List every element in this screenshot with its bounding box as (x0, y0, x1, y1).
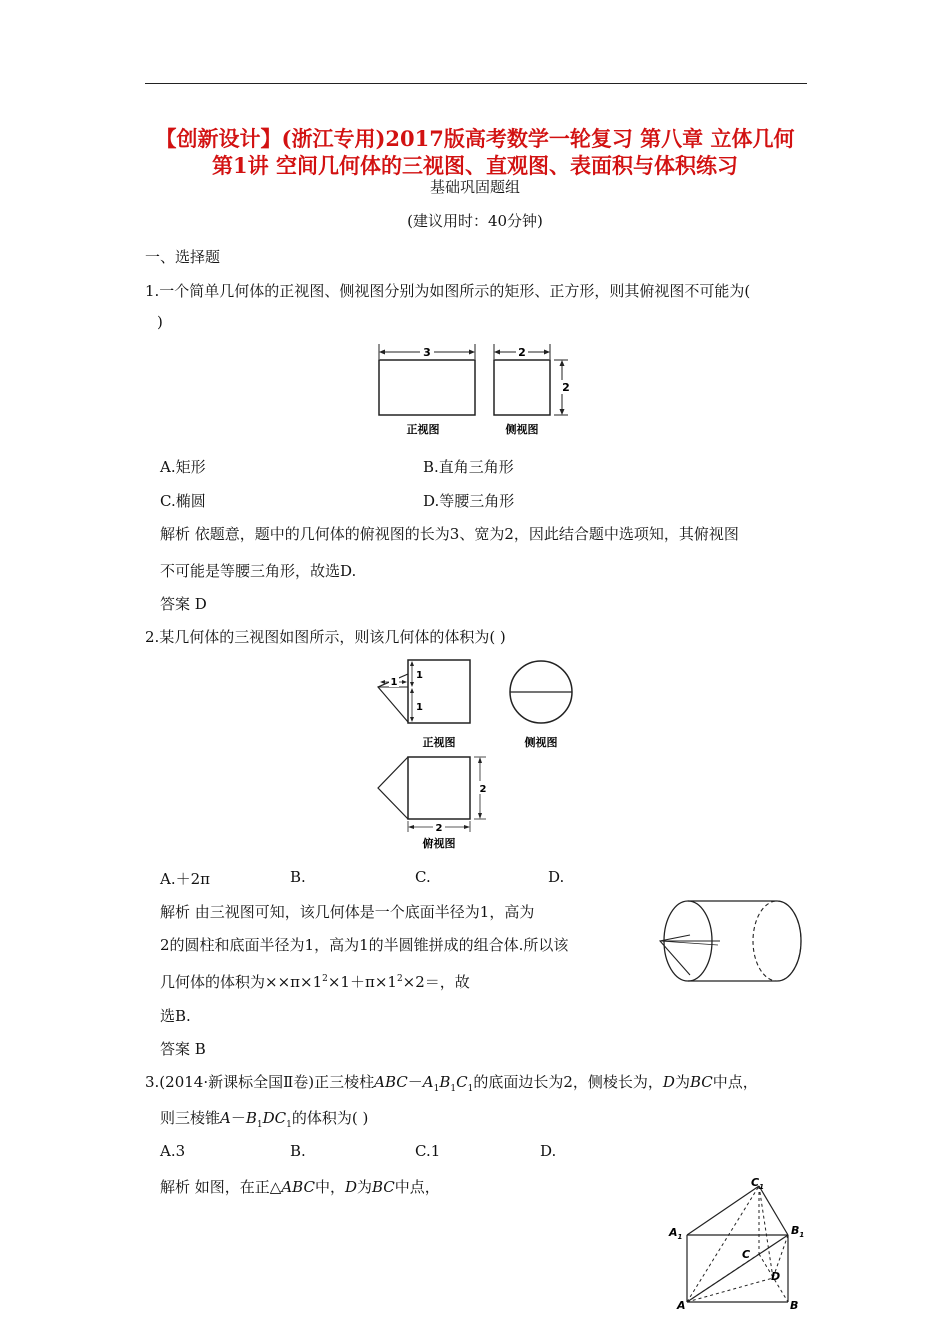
q2-front-caption: 正视图 (422, 736, 456, 749)
q3-label-b1: $B_1$ (791, 1224, 805, 1239)
q2-option-c: C. (415, 868, 431, 886)
q2-stem: 2.某几何体的三视图如图所示，则该几何体的体积为( ) (145, 628, 506, 646)
q3-label-c: C (742, 1248, 751, 1261)
q2-analysis-line3: 几何体的体积为$\times\times\pi\times 1^2\times 1+\pi\times 1^2\times 2=$，故 (160, 973, 470, 991)
q2-dim-1c: 1 (416, 702, 423, 713)
q2-top-dim-right: 2 (479, 784, 487, 795)
q1-front-dim-label: 3 (423, 346, 431, 359)
q2-option-b: B. (290, 868, 306, 886)
q1-stem-line1: 1.一个简单几何体的正视图、侧视图分别为如图所示的矩形、正方形，则其俯视图不可能为( (145, 282, 751, 300)
q3-label-d: D (771, 1270, 781, 1283)
q3-label-c1: $C_1$ (751, 1176, 764, 1191)
q3-option-a: A.3 (160, 1142, 186, 1160)
q3-option-c: C.1 (415, 1142, 441, 1160)
q1-analysis-line1: 解析 依题意，题中的几何体的俯视图的长为3、宽为2，因此结合题中选项知，其俯视图 (160, 525, 739, 543)
q1-three-view-figure (370, 340, 580, 440)
q1-answer: 答案 D (160, 595, 207, 613)
page-title-line2: 第1讲 空间几何体的三视图、直观图、表面积与体积练习 (212, 153, 738, 178)
q1-side-caption: 侧视图 (505, 423, 539, 436)
q2-dim-1a: 1 (390, 677, 398, 688)
q1-side-dim-right-label: 2 (562, 381, 570, 394)
q1-side-dim-top-label: 2 (518, 346, 526, 359)
q2-dim-1b: 1 (416, 670, 423, 681)
q2-side-caption: 侧视图 (524, 736, 558, 749)
q3-label-a1: $A_1$ (669, 1226, 683, 1241)
q3-option-d: D. (540, 1142, 557, 1160)
q1-option-c: C.椭圆 (160, 492, 206, 510)
q3-analysis-line1: 解析 如图，在正△ABC中，D为BC中点， (160, 1178, 440, 1196)
q2-analysis-line4: 选B. (160, 1007, 191, 1025)
q2-three-view-figure (368, 652, 588, 852)
q3-prism-figure (665, 1174, 815, 1314)
q3-label-a: A (677, 1299, 686, 1312)
q1-option-d: D.等腰三角形 (423, 492, 515, 510)
q2-analysis-line1: 解析 由三视图可知，该几何体是一个底面半径为1，高为 (160, 903, 535, 921)
section-heading: 一、选择题 (145, 248, 221, 266)
time-note: (建议用时：40分钟) (407, 212, 543, 230)
subtitle: 基础巩固题组 (429, 178, 520, 196)
q2-analysis-line2: 2的圆柱和底面半径为1，高为1的半圆锥拼成的组合体.所以该 (160, 936, 569, 954)
q3-option-b: B. (290, 1142, 306, 1160)
q1-option-b: B.直角三角形 (423, 458, 514, 476)
q2-option-d: D. (548, 868, 565, 886)
q3-stem-line1: 3.(2014·新课标全国Ⅱ卷)正三棱柱$ABC-A_1B_1C_1$的底面边长为2，侧棱长为，D为BC中点， (145, 1073, 758, 1094)
q1-analysis-line2: 不可能是等腰三角形，故选D. (160, 562, 357, 580)
q1-option-a: A.矩形 (160, 458, 206, 476)
q2-solid-figure (652, 895, 812, 995)
page-title-line1: 【创新设计】(浙江专用)2017版高考数学一轮复习 第八章 立体几何 (155, 126, 795, 151)
q1-stem-line2: ) (157, 313, 163, 331)
header-rule (145, 83, 807, 84)
q2-top-caption: 俯视图 (422, 837, 456, 850)
q3-label-b: B (790, 1299, 799, 1312)
q2-top-dim-bottom: 2 (435, 823, 443, 834)
q2-answer: 答案 B (160, 1040, 206, 1058)
q3-stem-line2: 则三棱锥$A-B_1DC_1$的体积为( ) (160, 1109, 369, 1130)
q1-front-caption: 正视图 (406, 423, 440, 436)
q2-option-a: A.＋2π (160, 870, 211, 888)
